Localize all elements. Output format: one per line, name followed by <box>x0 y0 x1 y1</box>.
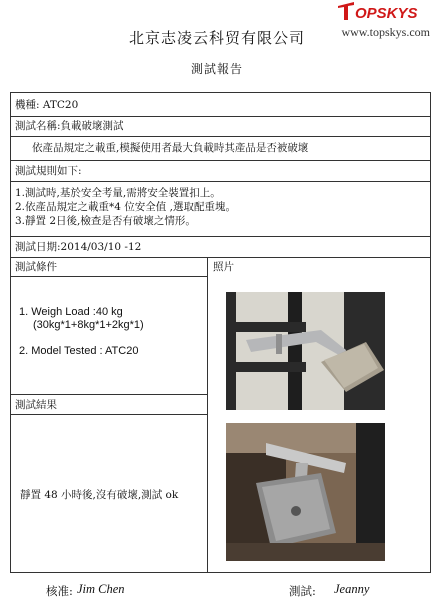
table-border-left <box>10 92 11 573</box>
photos-heading: 照片 <box>213 261 234 273</box>
model-row: 機種: ATC20 <box>15 99 79 111</box>
rule-item-1: 1.測試時,基於安全考量,需將安全裝置扣上。 <box>15 187 221 199</box>
tester-signature: Jeanny <box>334 582 370 596</box>
divider-description <box>10 160 431 161</box>
divider-rules <box>10 236 431 237</box>
divider-results <box>10 394 208 395</box>
company-logo <box>336 0 431 22</box>
test-date-row: 測試日期:2014/03/10 -12 <box>15 241 142 253</box>
table-border-bottom <box>10 572 431 573</box>
report-title: 測試報告 <box>190 62 243 76</box>
test-photo-1 <box>226 292 385 410</box>
table-border-right <box>430 92 431 573</box>
condition-model-tested: 2. Model Tested : ATC20 <box>19 345 139 357</box>
test-name-row: 測試名稱:負載破壞測試 <box>15 120 124 132</box>
divider-test-name <box>10 136 431 137</box>
results-heading: 測試結果 <box>15 399 57 411</box>
test-photo-2 <box>226 423 385 561</box>
divider-date <box>10 257 431 258</box>
divider-results-heading <box>10 414 208 415</box>
approver-signature: Jim Chen <box>77 582 125 596</box>
results-text: 靜置 48 小時後,沒有破壞,測試 ok <box>20 489 179 501</box>
condition-weight-breakdown: (30kg*1+8kg*1+2kg*1) <box>33 319 144 331</box>
table-border-top <box>10 92 431 93</box>
divider-model <box>10 116 431 117</box>
company-name: 北京志凌云科贸有限公司 <box>128 29 305 47</box>
divider-conditions-heading <box>10 276 208 277</box>
rule-item-3: 3.靜置 2日後,檢查是否有破壞之情形。 <box>15 215 196 227</box>
tester-label: 測試: <box>289 584 316 598</box>
condition-weigh-load: 1. Weigh Load :40 kg <box>19 306 123 318</box>
description-row: 依產品規定之載重,模擬使用者最大負載時其產品是否被破壞 <box>32 142 309 154</box>
website-url: www.topskys.com <box>341 25 430 39</box>
logo-graphic <box>336 0 431 22</box>
rules-heading: 測試規則如下: <box>15 165 82 177</box>
table-column-divider <box>207 257 208 573</box>
rule-item-2: 2.依產品規定之載重*4 位安全值 ,選取配重塊。 <box>15 201 236 213</box>
conditions-heading: 測試條件 <box>15 261 57 273</box>
logo-text: OPSKYS <box>355 5 418 22</box>
divider-rules-heading <box>10 181 431 182</box>
approve-label: 核准: <box>46 584 73 598</box>
